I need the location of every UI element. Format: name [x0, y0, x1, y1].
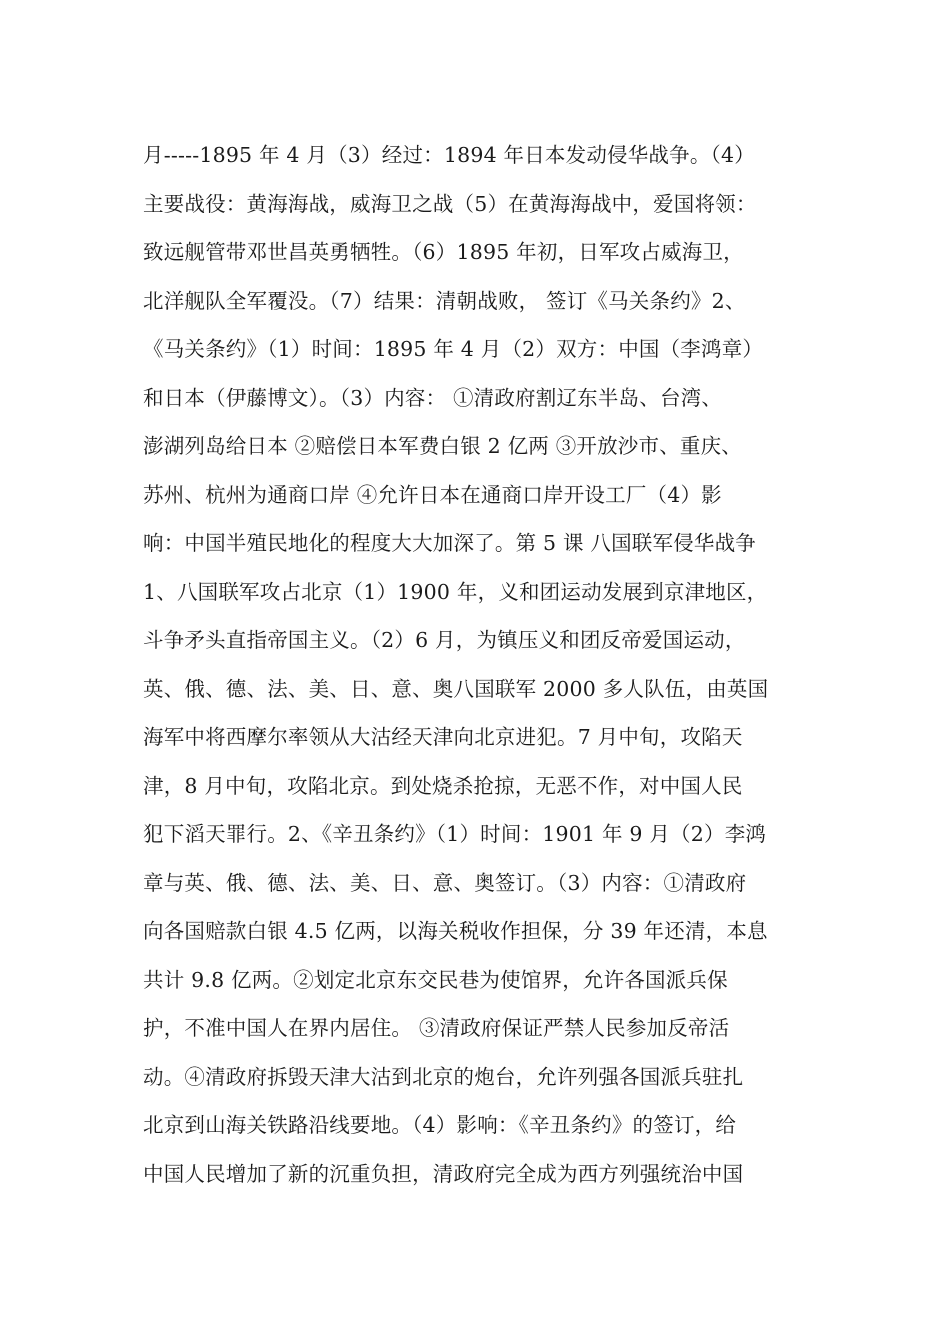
text-line: 响：中国半殖民地化的程度大大加深了。第 5 课 八国联军侵华战争 — [143, 531, 756, 555]
text-line: 海军中将西摩尔率领从大沽经天津向北京进犯。7 月中旬，攻陷天 — [143, 725, 743, 749]
text-line: 动。④清政府拆毁天津大沽到北京的炮台，允许列强各国派兵驻扎 — [143, 1064, 744, 1089]
text-line: 主要战役：黄海海战，威海卫之战（5）在黄海海战中，爱国将领： — [143, 191, 757, 216]
text-line: 月-----1895 年 4 月（3）经过：1894 年日本发动侵华战争。（4） — [143, 143, 755, 167]
text-line: 和日本（伊藤博文）。（3）内容： ①清政府割辽东半岛、台湾、 — [143, 385, 723, 410]
text-line: 共计 9.8 亿两。②划定北京东交民巷为使馆界，允许各国派兵保 — [143, 967, 728, 992]
text-line: 澎湖列岛给日本 ②赔偿日本军费白银 2 亿两 ③开放沙市、重庆、 — [143, 434, 743, 458]
text-line: 1、八国联军攻占北京（1）1900 年，义和团运动发展到京津地区， — [143, 579, 768, 604]
text-line: 北洋舰队全军覆没。（7）结果：清朝战败， 签订《马关条约》2、 — [143, 288, 746, 313]
text-line: 中国人民增加了新的沉重负担，清政府完全成为西方列强统治中国 — [143, 1161, 744, 1186]
text-line: 致远舰管带邓世昌英勇牺牲。（6）1895 年初，日军攻占威海卫， — [143, 240, 744, 264]
text-line: 犯下滔天罪行。2、《辛丑条约》（1）时间：1901 年 9 月（2）李鸿 — [143, 822, 767, 846]
text-line: 斗争矛头直指帝国主义。（2）6 月，为镇压义和团反帝爱国运动， — [143, 628, 746, 652]
text-line: 津，8 月中旬，攻陷北京。到处烧杀抢掠，无恶不作，对中国人民 — [143, 773, 743, 798]
text-line: 英、俄、德、法、美、日、意、奥八国联军 2000 多人队伍，由英国 — [143, 676, 769, 701]
text-line: 苏州、杭州为通商口岸 ④允许日本在通商口岸开设工厂（4）影 — [143, 482, 722, 507]
text-line: 《马关条约》（1）时间：1895 年 4 月（2）双方：中国（李鸿章） — [143, 337, 764, 361]
text-line: 北京到山海关铁路沿线要地。（4）影响：《辛丑条约》的签订，给 — [143, 1113, 737, 1137]
text-line: 章与英、俄、德、法、美、日、意、奥签订。（3）内容：①清政府 — [143, 870, 747, 895]
body-text — [143, 131, 813, 1198]
text-line: 护，不准中国人在界内居住。 ③清政府保证严禁人民参加反帝活 — [143, 1016, 730, 1040]
text-line: 向各国赔款白银 4.5 亿两，以海关税收作担保，分 39 年还清，本息 — [143, 919, 768, 943]
